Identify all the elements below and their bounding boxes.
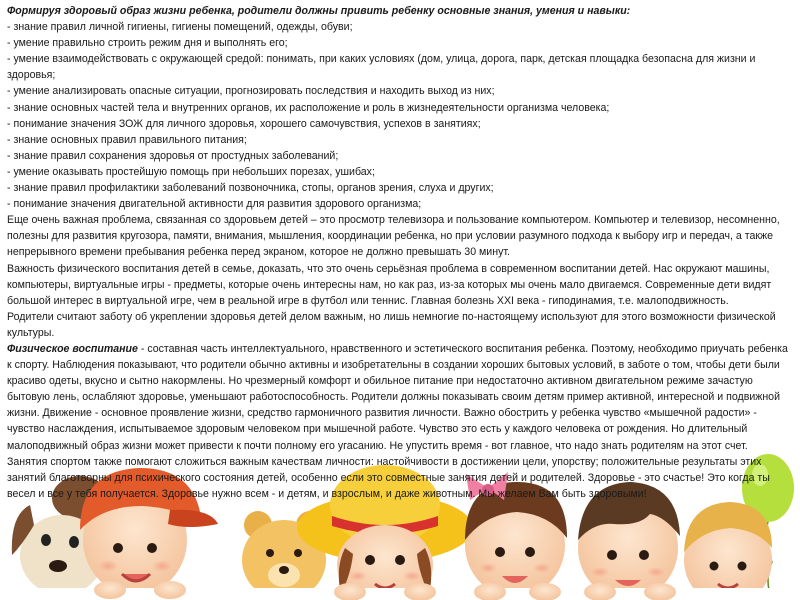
pe-text: - составная часть интеллектуального, нравственного и эстетического воспитания ребенка. Поэтому, необходимо приучать ребенка к спорту. Наблюдения показывают, что родители обычно активны и изобретательны в создании хороших бытовых условий, в заботе о том, чтобы дети были красиво одеты, вкусно и сытно накормлены. Но чрезмерный комфорт и обильное питание при недостаточно активном двигательном режиме зачастую бытовую лень, ослабляют здоровье, уменьшают работоспособность. Родители должны показывать своим детям пример активной, интересной и подвижной жизни. Движение - основное проявление жизни, средство гармоничного развития личности. Важно обострить у ребенка чувство «мышечной радости» - чувство наслаждения, испытываемое здоровым человеком при мышечной работе. Чувство это есть у каждого человека от рождения. Но длительный малоподвижный образ жизни может привести к почти полному его угасанию. Не упустить время - вот главное, что надо знать родителям на этот счет. — [7, 342, 788, 452]
paragraph-sport: Занятия спортом также помогают сложиться важным качествам личности: настойчивости в достижении цели, упорству; положительные результаты этих занятий благотворны для психического состояния детей, особенно если это совместные занятия детей и родителей. Здоровье - это счастье! Это когда ты весел и все у тебя получается. Здоровье нужно всем - и детям, и взрослым, и даже животным. Мы желаем Вам быть здоровыми! — [7, 455, 770, 500]
list-item: - знание правил профилактики заболеваний позвоночника, стопы, органов зрения, слуха и других; — [7, 182, 494, 195]
list-item: - умение оказывать простейшую помощь при небольших порезах, ушибах; — [7, 165, 375, 178]
document-title: Формируя здоровый образ жизни ребенка, родители должны привить ребенку основные знания, умения и навыки: — [7, 5, 631, 17]
list-item: - знание основных частей тела и внутренних органов, их расположение и роль в жизнедеятельности организма человека; — [7, 101, 610, 114]
child-blond — [684, 502, 772, 600]
list-item: - понимание значения ЗОЖ для личного здоровья, хорошего самочувствия, успехов в занятиях; — [7, 117, 481, 130]
list-item: - знание правил личной гигиены, гигиены помещений, одежды, обуви; — [7, 21, 353, 34]
document-body — [7, 3, 793, 502]
list-item: - умение правильно строить режим дня и выполнять его; — [7, 37, 288, 50]
pe-term: Физическое воспитание — [7, 342, 138, 355]
paragraph-physical-education — [7, 341, 793, 454]
paragraph-parents: Родители считают заботу об укреплении здоровья детей делом важным, но лишь немногие по-настоящему используют для этого возможности физической культуры. — [7, 310, 776, 339]
list-item: - умение анализировать опасные ситуации, прогнозировать последствия и находить выход из них; — [7, 85, 495, 98]
skills-list — [7, 19, 793, 212]
paragraph-tv: Еще очень важная проблема, связанная со здоровьем детей – это просмотр телевизора и пользование компьютером. Компьютер и телевизор, несомненно, полезны для развития кругозора, памяти, внимания, мышления, координации ребенка, но при условии разумного подхода к выбору игр и передач, а также непрерывного времени пребывания ребенка перед экраном, которое не должно превышать 30 минут. — [7, 214, 780, 259]
list-item: - умение взаимодействовать с окружающей средой: понимать, при каких условиях (дом, улица, дорога, парк, детская площадка безопасна для жизни и здоровья; — [7, 53, 756, 82]
list-item: - знание правил сохранения здоровья от простудных заболеваний; — [7, 149, 339, 162]
paragraph-importance: Важность физического воспитания детей в семье, доказать, что это очень серьёзная проблема в современном воспитании детей. Нас окружают машины, компьютеры, виртуальные игры - предметы, которые очень интересны нам, но как раз, из-за которых мы очень мало двигаемся. Современные дети видят большой интерес в виртуальной игре, чем в реальной игре в футбол или теннис. Главная болезнь XXI века - гиподинамия, т.е. малоподвижность. — [7, 262, 772, 307]
list-item: - знание основных правил правильного питания; — [7, 133, 247, 146]
list-item: - понимание значения двигательной активности для развития здорового организма; — [7, 198, 422, 211]
